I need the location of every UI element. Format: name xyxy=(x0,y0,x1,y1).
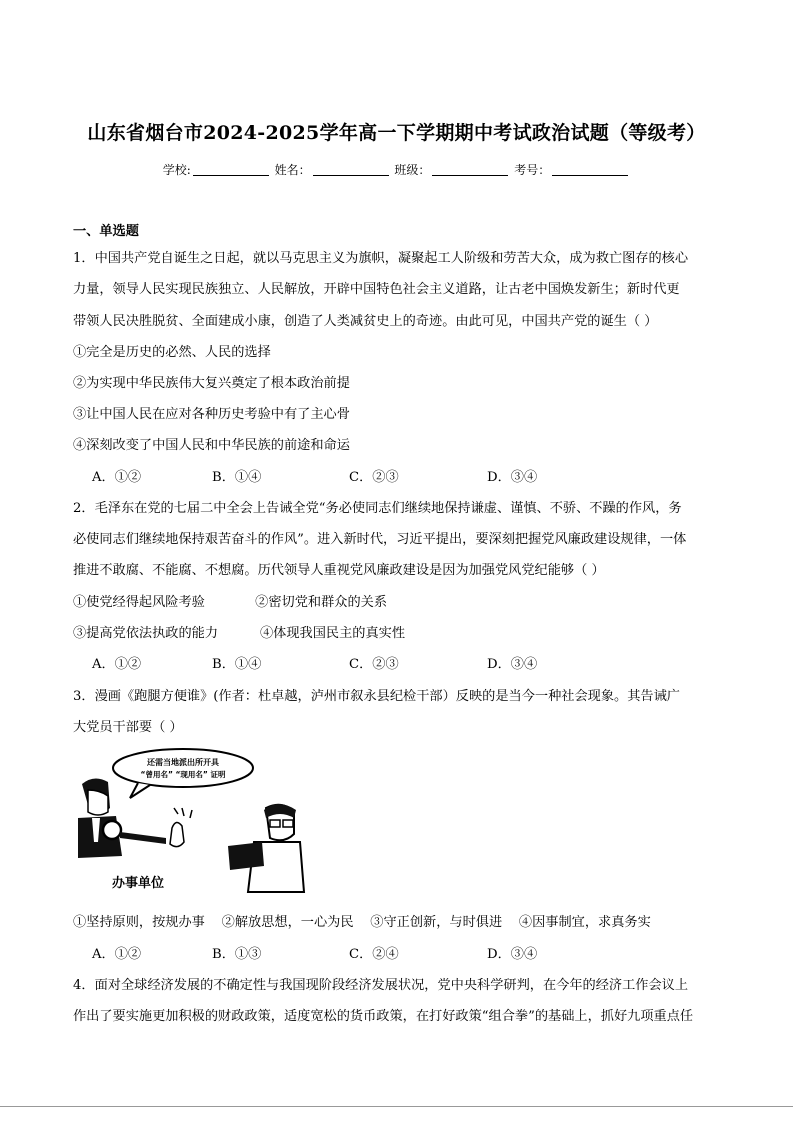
school-blank[interactable] xyxy=(193,163,269,176)
q2-option-b[interactable]: B．①④ xyxy=(212,657,262,672)
name-blank[interactable] xyxy=(313,163,389,176)
q1-option-d[interactable]: D．③④ xyxy=(487,470,538,485)
bubble-text-2: “曾用名” “现用名” 证明 xyxy=(140,770,226,779)
q1-line-2: 力量，领导人民实现民族独立、人民解放，开辟中国特色社会主义道路，让古老中国焕发新生；新时代更 xyxy=(73,282,680,297)
official-figure xyxy=(78,778,166,858)
q2-items-1: ①使党经得起风险考验 ②密切党和群众的关系 xyxy=(73,595,388,610)
hand-icon xyxy=(170,808,192,847)
speech-bubble xyxy=(113,749,253,787)
q1-item-3: ③让中国人民在应对各种历史考验中有了主心骨 xyxy=(73,407,350,422)
q3-option-d[interactable]: D．③④ xyxy=(487,947,538,962)
cartoon-caption: 办事单位 xyxy=(112,876,165,891)
q3-line-2: 大党员干部要（ ） xyxy=(73,720,183,735)
q3-option-c[interactable]: C．②④ xyxy=(349,947,399,962)
q2-line-1: 2．毛泽东在党的七届二中全会上告诫全党“务必使同志们继续地保持谦虚、谨慎、不骄、不躁的作风，务 xyxy=(73,501,682,516)
q1-item-4: ④深刻改变了中国人民和中华民族的前途和命运 xyxy=(73,438,350,453)
q4-line-2: 作出了要实施更加积极的财政政策，适度宽松的货币政策，在打好政策“组合拳”的基础上，抓好九项重点任 xyxy=(73,1009,694,1024)
q2-items-2: ③提高党依法执政的能力 ④体现我国民主的真实性 xyxy=(73,626,406,641)
exam-number-label: 考号： xyxy=(514,163,551,177)
page-title: 山东省烟台市2024-2025学年高一下学期期中考试政治试题（等级考） xyxy=(87,122,706,144)
q1-line-3: 带领人民决胜脱贫、全面建成小康，创造了人类减贫史上的奇迹。由此可见，中国共产党的诞生（ ） xyxy=(73,314,658,329)
q1-option-b[interactable]: B．①④ xyxy=(212,470,262,485)
q1-item-2: ②为实现中华民族伟大复兴奠定了根本政治前提 xyxy=(73,376,350,391)
q2-option-c[interactable]: C．②③ xyxy=(349,657,399,672)
q2-line-2: 必使同志们继续地保持艰苦奋斗的作风”。进入新时代，习近平提出，要深刻把握党风廉政建设规律，一体 xyxy=(73,532,687,547)
citizen-figure xyxy=(228,804,304,892)
student-info-row xyxy=(0,161,793,178)
cartoon-image xyxy=(78,746,306,894)
q1-option-c[interactable]: C．②③ xyxy=(349,470,399,485)
q2-line-3: 推进不敢腐、不能腐、不想腐。历代领导人重视党风廉政建设是因为加强党风党纪能够（ ） xyxy=(73,563,605,578)
q3-option-a[interactable]: A．①② xyxy=(92,947,142,962)
q3-option-b[interactable]: B．①③ xyxy=(212,947,262,962)
q3-items: ①坚持原则，按规办事 ②解放思想，一心为民 ③守正创新，与时俱进 ④因事制宜，求真务实 xyxy=(73,915,651,930)
q4-line-1: 4．面对全球经济发展的不确定性与我国现阶段经济发展状况，党中央科学研判，在今年的经济工作会议上 xyxy=(73,978,689,993)
q2-option-d[interactable]: D．③④ xyxy=(487,657,538,672)
q1-item-1: ①完全是历史的必然、人民的选择 xyxy=(73,345,271,360)
q1-option-a[interactable]: A．①② xyxy=(92,470,142,485)
exam-number-blank[interactable] xyxy=(552,163,628,176)
page-bottom-rule xyxy=(0,1106,793,1107)
speech-bubble-tail xyxy=(130,783,150,798)
q3-line-1: 3．漫画《跑腿方便谁》(作者：杜卓越，泸州市叙永县纪检干部）反映的是当今一种社会现象。其告诫广 xyxy=(73,689,680,704)
class-label: 班级： xyxy=(394,163,431,177)
section-heading: 一、单选题 xyxy=(73,224,139,239)
q2-option-a[interactable]: A．①② xyxy=(92,657,142,672)
class-blank[interactable] xyxy=(432,163,508,176)
school-label: 学校: xyxy=(162,163,191,177)
bubble-text-1: 还需当地派出所开具 xyxy=(147,758,219,767)
q1-line-1: 1．中国共产党自诞生之日起，就以马克思主义为旗帜，凝聚起工人阶级和劳苦大众，成为救亡图存的核心 xyxy=(73,251,689,266)
name-label: 姓名： xyxy=(274,163,311,177)
